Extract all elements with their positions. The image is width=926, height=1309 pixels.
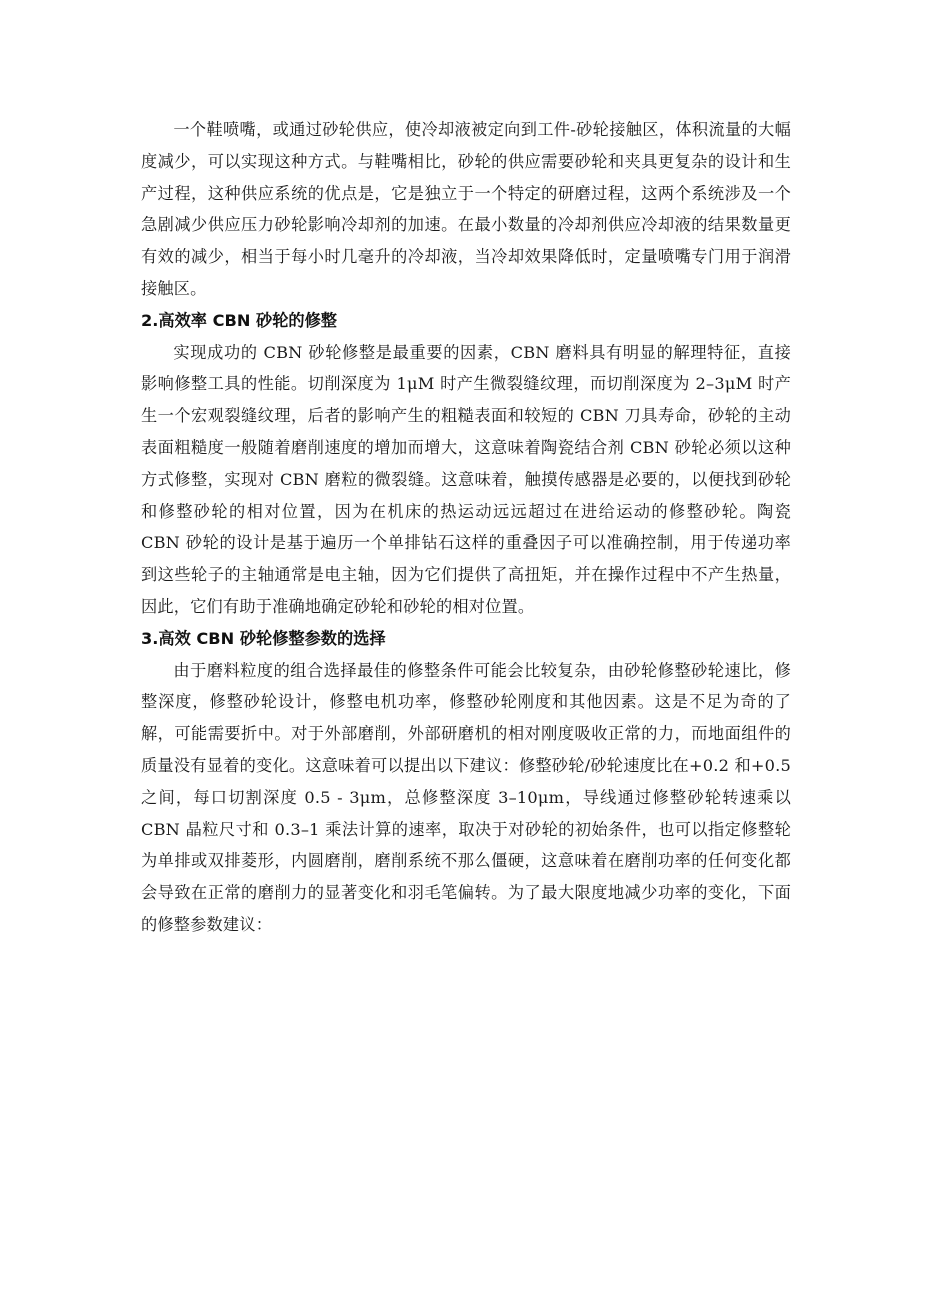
document-page [141,114,791,941]
paragraph-cbn-dressing: 实现成功的 CBN 砂轮修整是最重要的因素，CBN 磨料具有明显的解理特征，直接影响修整工具的性能。切削深度为 1μM 时产生微裂缝纹理，而切削深度为 2–3μM 时产生一个宏观裂缝纹理，后者的影响产生的粗糙表面和较短的 CBN 刀具寿命，砂轮的主动表面粗糙度一般随着磨削速度的增加而增大，这意味着陶瓷结合剂 CBN 砂轮必须以这种方式修整，实现对 CBN 磨粒的微裂缝。这意味着，触摸传感器是必要的，以便找到砂轮和修整砂轮的相对位置，因为在机床的热运动远远超过在进给运动的修整砂轮。陶瓷 CBN 砂轮的设计是基于遍历一个单排钻石这样的重叠因子可以准确控制，用于传递功率到这些轮子的主轴通常是电主轴，因为它们提供了高扭矩，并在操作过程中不产生热量，因此，它们有助于准确地确定砂轮和砂轮的相对位置。 [141,342,791,616]
section-heading-dressing-parameters: 3.高效 CBN 砂轮修整参数的选择 [141,628,386,648]
section-heading-cbn-dressing: 2.高效率 CBN 砂轮的修整 [141,310,337,330]
paragraph-coolant-supply: 一个鞋喷嘴，或通过砂轮供应，使冷却液被定向到工件-砂轮接触区，体积流量的大幅度减少，可以实现这种方式。与鞋嘴相比，砂轮的供应需要砂轮和夹具更复杂的设计和生产过程，这种供应系统的优点是，它是独立于一个特定的研磨过程，这两个系统涉及一个急剧减少供应压力砂轮影响冷却剂的加速。在最小数量的冷却剂供应冷却液的结果数量更有效的减少，相当于每小时几毫升的冷却液，当冷却效果降低时，定量喷嘴专门用于润滑接触区。 [141,120,791,298]
paragraph-dressing-parameters: 由于磨料粒度的组合选择最佳的修整条件可能会比较复杂，由砂轮修整砂轮速比，修整深度，修整砂轮设计，修整电机功率，修整砂轮刚度和其他因素。这是不足为奇的了解，可能需要折中。对于外部磨削，外部研磨机的相对刚度吸收正常的力，而地面组件的质量没有显着的变化。这意味着可以提出以下建议：修整砂轮/砂轮速度比在+0.2 和+0.5 之间，每口切割深度 0.5 - 3μm，总修整深度 3–10μm，导线通过修整砂轮转速乘以 CBN 晶粒尺寸和 0.3–1 乘法计算的速率，取决于对砂轮的初始条件，也可以指定修整轮为单排或双排菱形，内圆磨削，磨削系统不那么僵硬，这意味着在磨削功率的任何变化都会导致在正常的磨削力的显著变化和羽毛笔偏转。为了最大限度地减少功率的变化，下面的修整参数建议： [141,660,791,934]
